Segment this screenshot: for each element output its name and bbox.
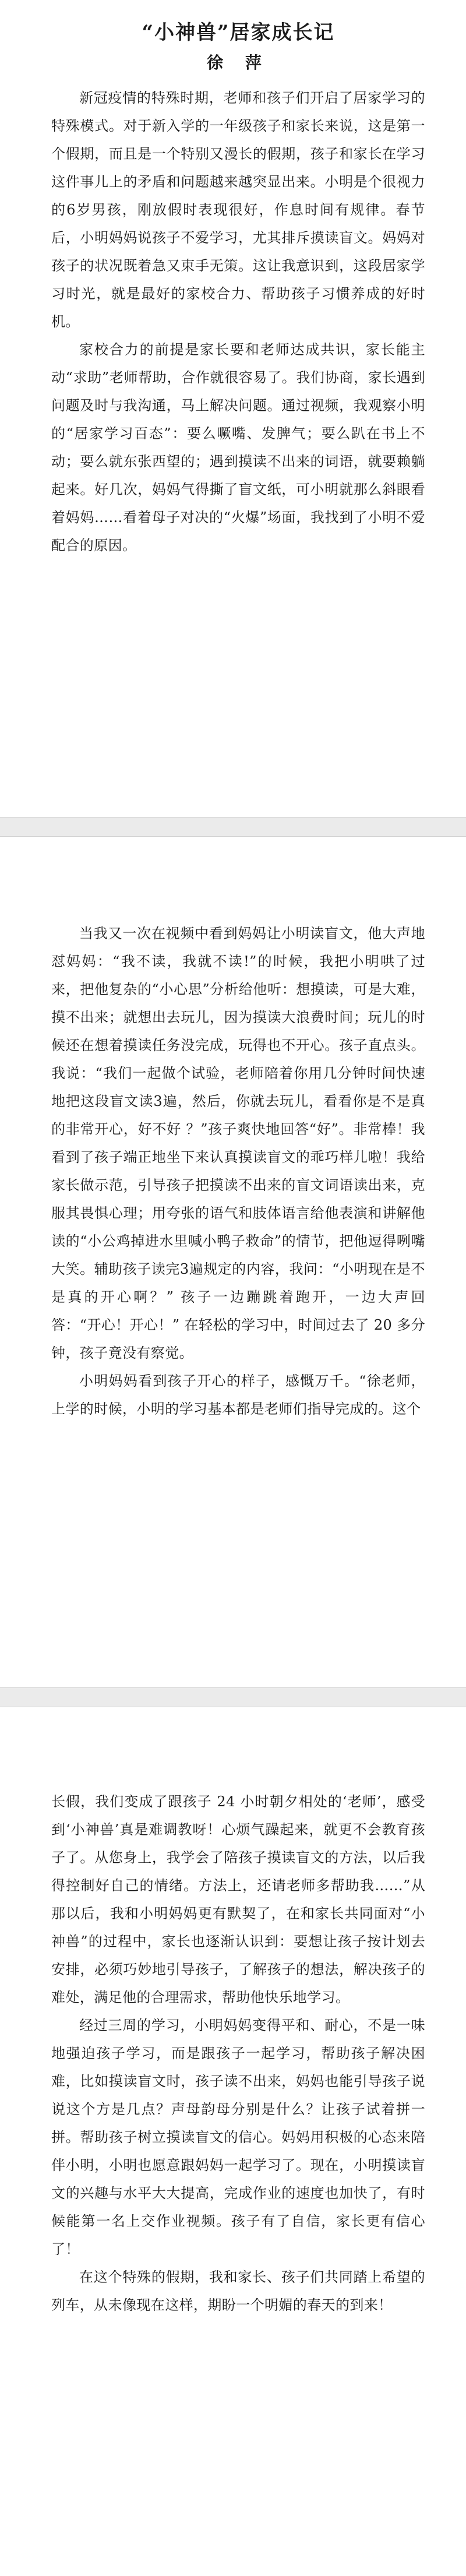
document-page-1 xyxy=(0,0,466,817)
paragraph: 长假，我们变成了跟孩子 24 小时朝夕相处的‘老师’，感受到‘小神兽’真是难调教呀！心烦气躁起来，就更不会教育孩子了。从您身上，我学会了陪孩子摸读盲文的方法，以后我得控制好自己的情绪。方法上，还请老师多帮助我……”从那以后，我和小明妈妈更有默契了，在和家长共同面对“小神兽”的过程中，家长也逐渐认识到：要想让孩子按计划去安排，必须巧妙地引导孩子，了解孩子的想法，解决孩子的难处，满足他的合理需求，帮助他快乐地学习。 xyxy=(51,1793,425,2006)
paragraph: 经过三周的学习，小明妈妈变得平和、耐心，不是一味地强迫孩子学习，而是跟孩子一起学习，帮助孩子解决困难，比如摸读盲文时，孩子读不出来，妈妈也能引导孩子说说这个方是几点？声母韵母分别是什么？让孩子试着拼一拼。帮助孩子树立摸读盲文的信心。妈妈用积极的心态来陪伴小明，小明也愿意跟妈妈一起学习了。现在，小明摸读盲文的兴趣与水平大大提高，完成作业的速度也加快了，有时候能第一名上交作业视频。孩子有了自信，家长更有信心了！ xyxy=(51,2017,425,2257)
page-separator xyxy=(0,817,466,837)
page-content xyxy=(51,84,425,559)
paragraph: 小明妈妈看到孩子开心的样子，感慨万千。“徐老师，上学的时候，小明的学习基本都是老师们指导完成的。这个 xyxy=(51,1373,425,1417)
paragraph: 家校合力的前提是家长要和老师达成共识，家长能主动“求助”老师帮助，合作就很容易了。我们协商，家长遇到问题及时与我沟通，马上解决问题。通过视频，我观察小明的“居家学习百态”：要么噘嘴、发脾气；要么趴在书上不动；要么就东张西望的；遇到摸读不出来的词语，就要赖躺起来。好几次，妈妈气得撕了盲文纸，可小明就那么斜眼看着妈妈……看着母子对决的“火爆”场面，我找到了小明不爱配合的原因。 xyxy=(51,341,425,554)
paragraph: 当我又一次在视频中看到妈妈让小明读盲文，他大声地怼妈妈：“我不读，我就不读!”的时候，我把小明哄了过来，把他复杂的“小心思”分析给他听：想摸读，可是大难，摸不出来；就想出去玩儿，因为摸读大浪费时间；玩儿的时候还在想着摸读任务没完成，玩得也不开心。孩子直点头。我说：“我们一起做个试验，老师陪着你用几分钟时间快速地把这段盲文读3遍，然后，你就去玩儿，看看你是不是真的非常开心，好不好 ？”孩子爽快地回答“好”。非常棒！我看到了孩子端正地坐下来认真摸读盲文的乖巧样儿啦！我给家长做示范，引导孩子把摸读不出来的盲文词语读出来，克服其畏惧心理；用夸张的语气和肢体语言给他表演和讲解他读的“小公鸡掉进水里喊小鸭子救命”的情节，把他逗得咧嘴大笑。辅助孩子读完3遍规定的内容，我问：“小明现在是不是真的开心啊？” 孩子一边蹦跳着跑开，一边大声回答：“开心！开心！” 在轻松的学习中，时间过去了 20 多分钟，孩子竟没有察觉。 xyxy=(51,925,425,1361)
page-content xyxy=(51,1707,425,2319)
article-author: 徐 萍 xyxy=(207,53,270,72)
paragraph: 新冠疫情的特殊时期，老师和孩子们开启了居家学习的特殊模式。对于新入学的一年级孩子和家长来说，这是第一个假期，而且是一个特别又漫长的假期，孩子和家长在学习这件事儿上的矛盾和问题越来越突显出来。小明是个很视力的6岁男孩，刚放假时表现很好，作息时间有规律。春节后，小明妈妈说孩子不爱学习，尤其排斥摸读盲文。妈妈对孩子的状况既着急又束手无策。这让我意识到，这段居家学习时光，就是最好的家校合力、帮助孩子习惯养成的好时机。 xyxy=(51,90,425,330)
document-page-2 xyxy=(0,837,466,1687)
paragraph: 在这个特殊的假期，我和家长、孩子们共同踏上希望的列车，从未像现在这样，期盼一个明媚的春天的到来！ xyxy=(51,2269,425,2313)
page-content xyxy=(51,837,425,1423)
article-title: “小神兽”居家成长记 xyxy=(142,21,335,44)
page-separator xyxy=(0,1687,466,1707)
document-page-3 xyxy=(0,1707,466,2576)
